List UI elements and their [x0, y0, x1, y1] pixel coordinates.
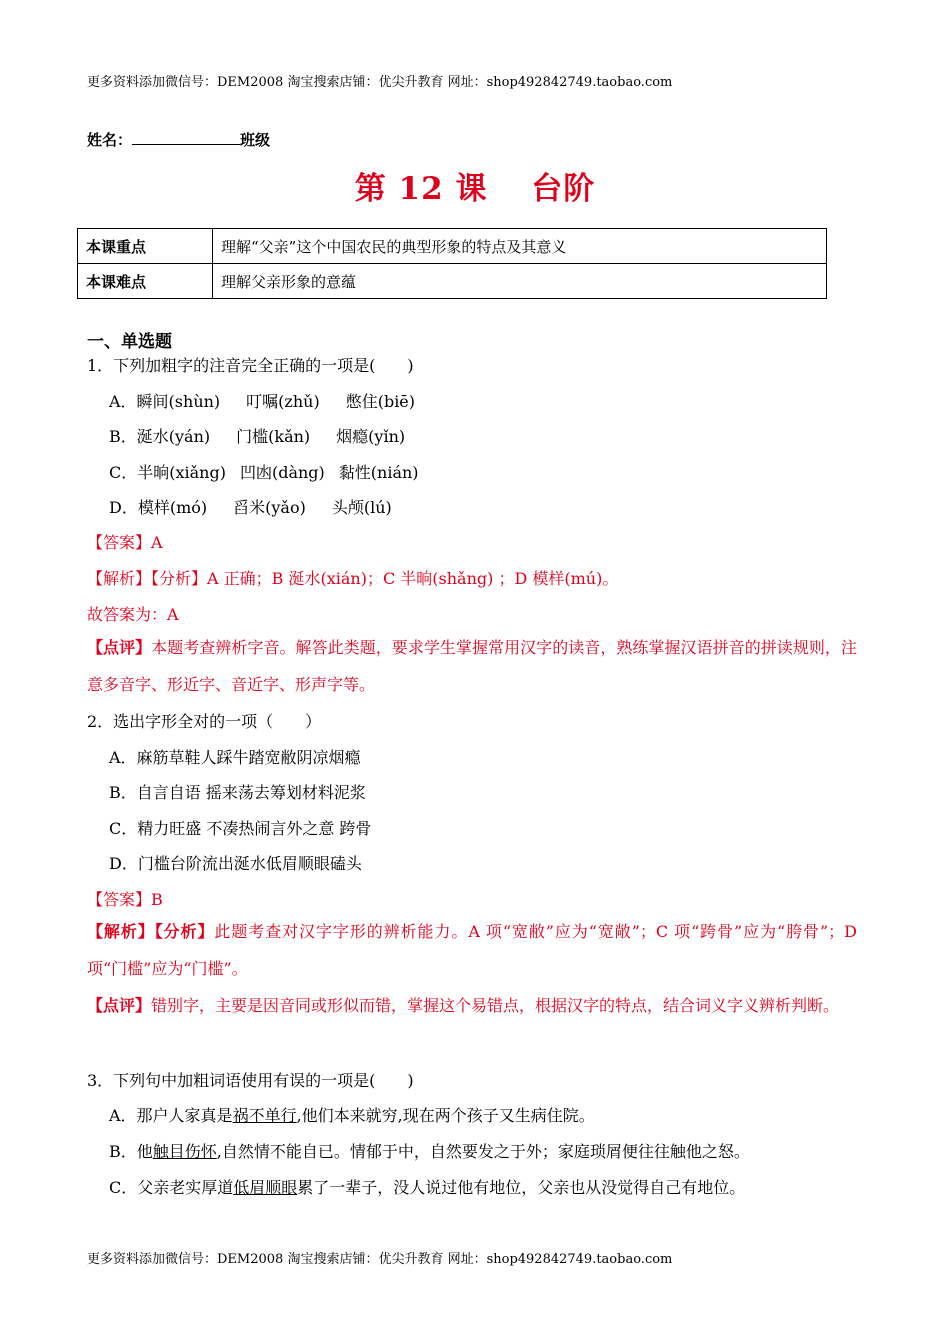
option-text: ,他们本来就穷,现在两个孩子又生病住院。 — [296, 1106, 595, 1125]
option-part: 门槛(kǎn) — [236, 427, 311, 446]
name-blank[interactable] — [132, 130, 240, 145]
option-part: 头颅(lú) — [331, 498, 392, 517]
student-info — [87, 129, 270, 150]
option-part: 憋住(biē) — [345, 392, 416, 411]
comment-text: 本题考查辨析字音。解答此类题，要求学生掌握常用汉字的读音，熟练掌握汉语拼音的拼读规则，注意多音字、形近字、音近字、形声字等。 — [87, 638, 857, 694]
q1-comment — [87, 629, 857, 703]
footer-note: 更多资料添加微信号：DEM2008 淘宝搜索店铺：优尖升教育 网址：shop492842749.taobao.com — [87, 1252, 673, 1267]
option-part: B．涎水(yán) — [109, 427, 211, 446]
q1-analysis: 【解析】【分析】A 正确；B 涎水(xián)；C 半晌(shǎng) ；D 模样(mú)。 — [87, 569, 619, 588]
option-text: ,自然情不能自已。情郁于中，自然要发之于外；家庭琐屑便往往触他之怒。 — [216, 1142, 750, 1161]
q3-stem: 3．下列句中加粗词语使用有误的一项是( ) — [87, 1071, 414, 1090]
class-label: 班级 — [240, 131, 271, 149]
q2-option-d[interactable]: D．门槛台阶流出涎水低眉顺眼磕头 — [109, 854, 362, 873]
option-part: D．模样(mó) — [109, 498, 208, 517]
underlined-term: 触目伤怀 — [152, 1142, 217, 1161]
q3-option-a[interactable] — [109, 1103, 595, 1126]
option-part: 叮嘱(zhǔ) — [246, 392, 320, 411]
goal-value: 理解父亲形象的意蕴 — [213, 264, 827, 299]
analysis-text: 此题考查对汉字字形的辨析能力。A 项“宽敝”应为“宽敞”；C 项“跨骨”应为“胯骨”；D 项“门槛”应为“门槛”。 — [87, 922, 857, 978]
lesson-goals-table — [77, 228, 827, 299]
q2-comment — [87, 987, 857, 1024]
option-part: A．瞬间(shùn) — [109, 392, 221, 411]
q3-option-c[interactable] — [109, 1175, 745, 1198]
q2-option-a[interactable]: A．麻筋草鞋人踩牛踏宽敝阴凉烟瘾 — [109, 748, 361, 767]
q2-option-c[interactable]: C．精力旺盛 不凑热闹言外之意 跨骨 — [109, 819, 372, 838]
underlined-term: 祸不单行 — [232, 1106, 297, 1125]
option-text: 累了一辈子，没人说过他有地位，父亲也从没觉得自己有地位。 — [297, 1178, 746, 1197]
option-part: C．半晌(xiǎng) — [109, 463, 226, 482]
table-row — [78, 264, 827, 299]
option-part: 凹凼(dàng) — [239, 463, 325, 482]
underlined-term: 低眉顺眼 — [233, 1178, 298, 1197]
lesson-title: 第 12 课 台阶 — [354, 171, 596, 207]
option-text: A．那户人家真是 — [109, 1106, 233, 1125]
q3-option-b[interactable] — [109, 1139, 750, 1162]
section-title: 一、单选题 — [87, 332, 172, 352]
comment-text: 错别字，主要是因音同或形似而错，掌握这个易错点，根据汉字的特点，结合词义字义辨析判断。 — [151, 996, 840, 1015]
comment-tag: 【点评】 — [87, 638, 152, 657]
q2-answer: 【答案】B — [87, 890, 163, 909]
q1-option-a[interactable] — [109, 389, 415, 412]
header-note: 更多资料添加微信号：DEM2008 淘宝搜索店铺：优尖升教育 网址：shop492842749.taobao.com — [87, 75, 673, 90]
option-text: B．他 — [109, 1142, 153, 1161]
goal-key: 本课重点 — [78, 229, 213, 264]
q2-stem: 2．选出字形全对的一项（ ） — [87, 712, 322, 731]
option-part: 烟瘾(yǐn) — [336, 427, 406, 446]
option-text: C．父亲老实厚道 — [109, 1178, 234, 1197]
option-part: 黏性(nián) — [338, 463, 419, 482]
q2-option-b[interactable]: B．自言自语 摇来荡去筹划材料泥浆 — [109, 783, 366, 802]
q1-option-c[interactable] — [109, 460, 419, 483]
analysis-tag: 【解析】【分析】 — [87, 922, 215, 941]
q1-stem: 1．下列加粗字的注音完全正确的一项是( ) — [87, 356, 414, 375]
option-part: 舀米(yǎo) — [233, 498, 306, 517]
goal-key: 本课难点 — [78, 264, 213, 299]
q1-conclusion: 故答案为：A — [87, 605, 179, 624]
q1-option-b[interactable] — [109, 424, 405, 447]
goal-value: 理解“父亲”这个中国农民的典型形象的特点及其意义 — [213, 229, 827, 264]
q1-answer: 【答案】A — [87, 533, 163, 552]
table-row — [78, 229, 827, 264]
q1-option-d[interactable] — [109, 495, 392, 518]
comment-tag: 【点评】 — [87, 996, 152, 1015]
name-label: 姓名： — [87, 131, 133, 149]
q2-analysis — [87, 913, 857, 987]
